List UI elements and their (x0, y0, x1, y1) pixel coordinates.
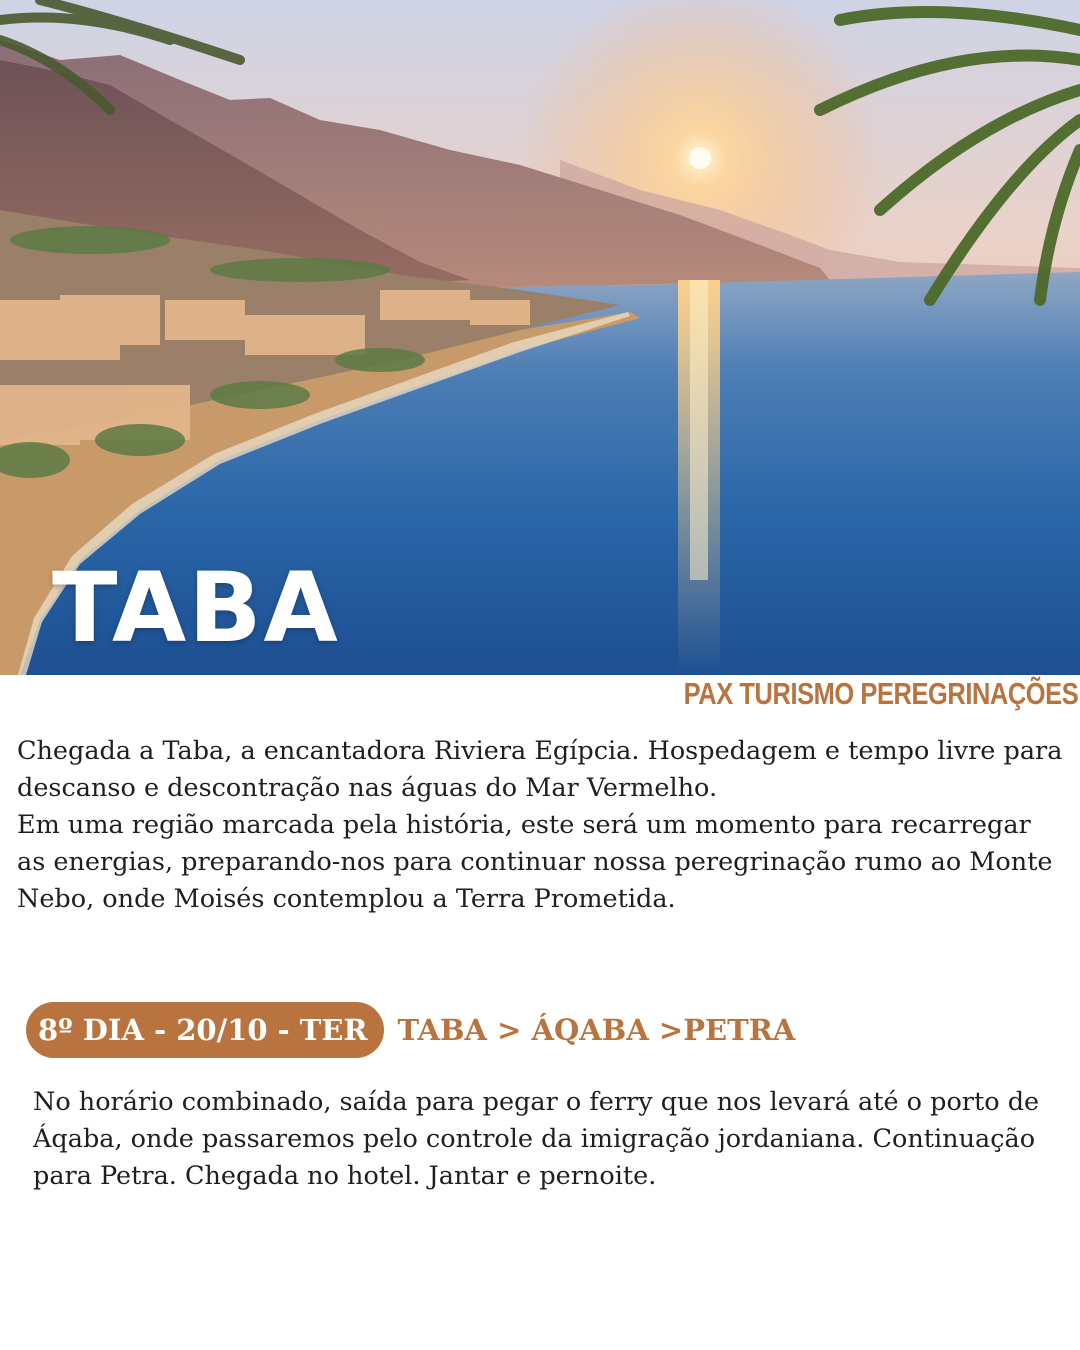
hero-title: TABA (52, 552, 340, 664)
day-route: TABA > ÁQABA >PETRA (397, 1013, 796, 1047)
intro-paragraph-1: Chegada a Taba, a encantadora Riviera Egípcia. Hospedagem e tempo livre para descanso e descontração nas águas do Mar Vermelho. (17, 736, 1063, 803)
intro-text (17, 733, 1067, 918)
intro-paragraph-2: Em uma região marcada pela história, este será um momento para recarregar as energias, preparando-nos para continuar nossa peregrinação rumo ao Monte Nebo, onde Moisés contemplou a Terra Prometida. (17, 810, 1053, 914)
day-description: No horário combinado, saída para pegar o ferry que nos levará até o porto de Áqaba, onde passaremos pelo controle da imigração jordaniana. Continuação para Petra. Chegada no hotel. Jantar e pernoite. (33, 1087, 1040, 1191)
day-badge: 8º DIA - 20/10 - TER (26, 1002, 384, 1058)
brand-name: PAX TURISMO PEREGRINAÇÕES (683, 676, 1078, 711)
day-header (26, 1002, 795, 1058)
